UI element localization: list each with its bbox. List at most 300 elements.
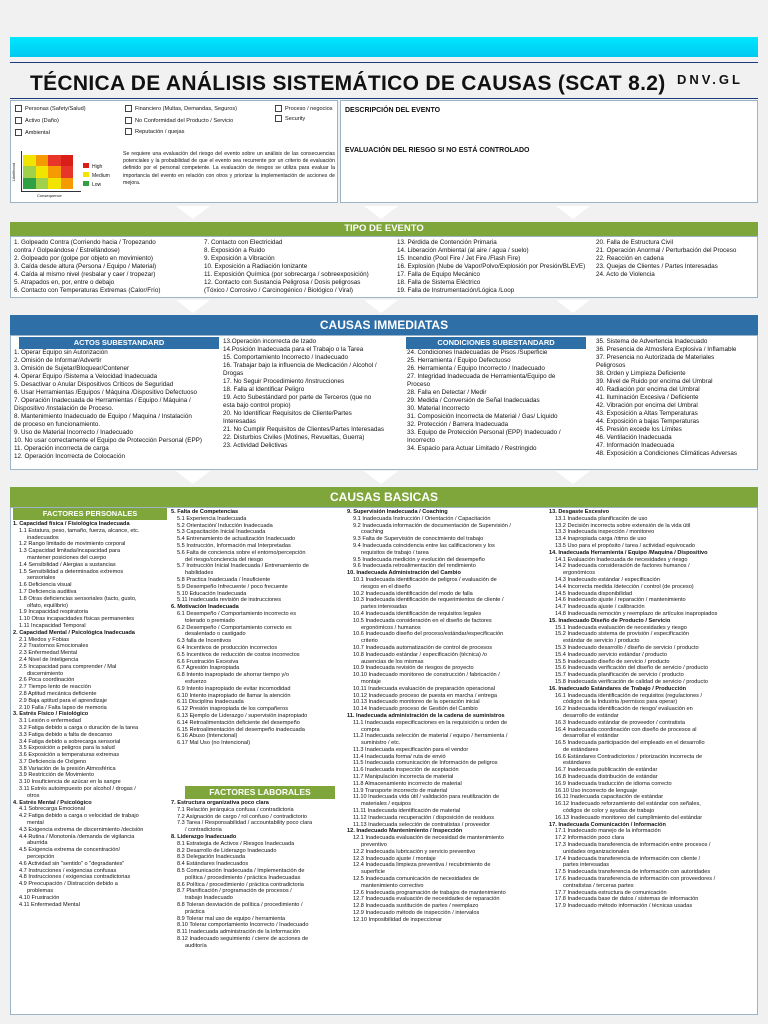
- list-item: estándares: [563, 760, 591, 767]
- arrow-down-icon: [364, 300, 398, 313]
- list-item: 21. No Cumplir Requisitos de Clientes/Partes Interesadas: [223, 426, 384, 433]
- list-item: 3.8 Variación de la presión Atmosférica: [19, 765, 116, 772]
- category-heading: 13. Desgaste Excesivo: [549, 509, 610, 515]
- list-item: 2.8 Aptitud mecánica deficiente: [19, 690, 97, 697]
- list-item: 12.4 Inadecuada limpieza preventiva / recubrimiento de: [353, 862, 491, 869]
- legend-high: High: [83, 163, 110, 172]
- checkbox-proceso[interactable]: Proceso / negocios: [275, 105, 333, 113]
- list-item: 5.3 Capacitación Inicial Inadecuada: [177, 529, 266, 536]
- list-item: 1. Operar Equipo sin Autorización: [14, 349, 108, 356]
- list-item: 7.3 Tarea / Responsabilidad / accountability poco clara: [177, 820, 313, 827]
- list-item: 10.11 Inadecuada evaluación de preparación operacional: [353, 685, 496, 692]
- list-item: 44. Exposición a bajas Temperaturas: [596, 418, 700, 425]
- list-item: 6.12 Presión inapropiada de los compañeros: [177, 706, 289, 713]
- category-heading: 2. Capacidad Mental / Psicológica Inadecuada: [13, 629, 135, 636]
- list-item: 10.6 Inadecuado diseño del proceso/estándar/especificación: [353, 631, 504, 638]
- list-item: 7. Contacto con Electricidad: [204, 239, 283, 246]
- list-item: 3. Omisión de Sujetar/Bloquear/Contener: [14, 365, 130, 372]
- list-item: 16.4 Inadecuada coordinación con diseño de procesos al: [555, 726, 697, 733]
- list-item: 8.6 Política / procedimiento / práctica contradictoria: [177, 881, 304, 888]
- list-item: mantenimiento correctivo: [361, 882, 424, 889]
- list-item: 4. Operar Equipo /Sistema a Velocidad Inadecuada: [14, 373, 158, 380]
- list-item: 1.1 Estatura, peso, tamaño, fuerza, alcance, etc.: [19, 527, 140, 534]
- list-item: 16.2 Inadecuada identificación de riesgo/ evaluación en: [555, 706, 693, 713]
- list-item: 12.6 Inadecuada programación de trabajos de mantenimiento: [353, 889, 506, 896]
- list-item: 17.6 Inadecuada transferencia de información con proveedores /: [555, 876, 716, 883]
- list-item: 12.5 Inadecuada comunicación de necesidades de: [353, 876, 479, 883]
- list-item: contra / Golpeándose / Estrellándose): [14, 247, 120, 254]
- arrow-down-icon: [176, 471, 210, 484]
- list-item: sensoriales: [27, 575, 56, 582]
- list-item: 9.4 Inadecuada coincidencia entre las calificaciones y los: [353, 542, 495, 549]
- list-item: 3.9 Restricción de Movimiento: [19, 772, 94, 779]
- list-item: 6.16 Abuso (Intencional): [177, 733, 238, 740]
- list-item: 2.5 Incapacidad para comprender / Mal: [19, 663, 117, 670]
- matrix-grid: [23, 155, 73, 189]
- list-item: requisitos de trabajo / tarea: [361, 549, 429, 556]
- list-item: 30. Material Incorrecto: [407, 405, 470, 412]
- list-item: 6. Contacto con Temperaturas Extremas (Calor/Frío): [14, 287, 161, 294]
- list-item: 10. Exposición a Radiación Ionizante: [204, 263, 308, 270]
- list-item: 1.7 Deficiencia auditiva: [19, 588, 77, 595]
- list-item: 37. Presencia no Autorizada de Materiales: [596, 354, 715, 361]
- list-item: 5.1 Experiencia Inadecuada: [177, 515, 247, 522]
- list-item: 6.4 Incentivos de producción incorrectos: [177, 644, 278, 651]
- list-item: 6.6 Frustración Excesiva: [177, 658, 239, 665]
- list-item: 6.15 Retroalimentación del desempeño inadecuada: [177, 726, 305, 733]
- list-item: 9. Uso de Material Incorrecto / Inadecuado: [14, 429, 134, 436]
- causas-basicas-header: CAUSAS BASICAS: [10, 487, 758, 507]
- list-item: 8.11 Inadecuada administración de la información: [177, 929, 301, 936]
- list-item: 3.4 Fatiga debido a sobrecarga sensorial: [19, 738, 121, 745]
- list-item: / contradictoria: [185, 827, 222, 834]
- list-item: 6.17 Mal Uso (no Intencional): [177, 740, 251, 747]
- arrow-down-icon: [364, 206, 398, 219]
- checkbox-financiero[interactable]: Financiero (Multas, Demandas, Seguros): [125, 105, 237, 113]
- list-item: 11.12 Inadecuada recuperación / disposición de residuos: [353, 814, 495, 821]
- list-item: 33. Equipo de Protección Personal (EPP) Inadecuado /: [407, 429, 561, 436]
- list-item: 22. Disturbios Civiles (Motines, Revueltas, Guerra): [223, 434, 365, 441]
- checkbox-ambiental[interactable]: Ambiental: [15, 129, 50, 137]
- list-item: 17. Falla de Equipo Mecánico: [397, 271, 480, 278]
- list-item: 5.9 Desempeño Infrecuente / poco frecuente: [177, 583, 288, 590]
- list-item: 3.7 Deficiencia de Oxígeno: [19, 758, 87, 765]
- list-item: 5.6 Falta de conciencia sobre el entorno/percepción: [177, 549, 306, 556]
- list-item: 11.11 Inadecuada identificación de material: [353, 808, 461, 815]
- list-item: 5.7 Instrucción Inicial Inadecuada / Entrenamiento de: [177, 563, 309, 570]
- category-heading: 6. Motivación Inadecuada: [171, 604, 239, 611]
- list-item: 48. Exposición a Condiciones Climáticas Adversas: [596, 450, 738, 457]
- list-item: 1.11 Incapacidad Temporal: [19, 622, 86, 629]
- list-item: 12. Operación Incorrecta de Colocación: [14, 453, 125, 460]
- list-item: percepción: [27, 854, 55, 861]
- list-item: 21. Operación Anormal / Perturbación del Proceso: [596, 247, 737, 254]
- basicas-col-2b: [171, 800, 347, 950]
- matrix-legend: [83, 163, 110, 190]
- list-item: 14.7 Inadecuada ajuste / calibración: [555, 604, 645, 611]
- list-item: de estándares: [563, 746, 599, 753]
- list-item: del riesgo/conciencia del riesgo: [185, 556, 264, 563]
- list-item: 4.8 Instrucciones / exigencias contradictorias: [19, 874, 131, 881]
- list-item: 15.7 Inadecuada planificación de servicio / producto: [555, 672, 684, 679]
- list-item: 14.6 Inadecuado ajuste / reparación / mantenimiento: [555, 597, 686, 604]
- list-item: 9.2 Inadecuada información de documentación de Supervisión /: [353, 522, 511, 529]
- list-item: aburrida: [27, 840, 48, 847]
- list-item: compra: [361, 726, 380, 733]
- list-item: 16.6 Estándares Contradictorios / priorización incorrecta de: [555, 753, 703, 760]
- list-item: 15.2 Inadecuado sistema de provisión / especificación: [555, 631, 690, 638]
- list-item: Drogas: [223, 370, 244, 377]
- arrow-down-icon: [176, 300, 210, 313]
- consequence-label: Consequence: [37, 193, 62, 198]
- list-item: Dispositivo /Instalación de Proceso.: [14, 405, 114, 412]
- list-item: 16.12 Inadecuado reforzamiento del estándar con señales,: [555, 801, 701, 808]
- list-item: 16.13 Inadecuado monitoreo del cumplimiento del estándar: [555, 814, 703, 821]
- list-item: 17.2 Información poco clara: [555, 835, 625, 842]
- list-item: 22. Reacción en cadena: [596, 255, 664, 262]
- condiciones-col-2: [596, 338, 756, 458]
- list-item: 4.11 Enfermedad Mental: [19, 901, 80, 908]
- list-item: 15.6 Inadecuada verificación del diseño de servicio / producto: [555, 665, 708, 672]
- list-item: 11.8 Almacenamiento incorrecto de material: [353, 780, 462, 787]
- list-item: problemas: [27, 888, 54, 895]
- dnv-gl-logo: DNV.GL: [677, 72, 743, 87]
- list-item: 41. Iluminación Excesiva / Deficiente: [596, 394, 699, 401]
- list-item: 6.14 Retroalimentación deficiente del desempeño: [177, 719, 300, 726]
- list-item: 16. Trabajar bajo la influencia de Medicación / Alcohol /: [223, 362, 377, 369]
- list-item: 35. Sistema de Advertencia Inadecuado: [596, 338, 708, 345]
- list-item: 10.3 Inadecuada identificación de requerimientos de cliente /: [353, 597, 504, 604]
- list-item: 13.2 Decisión incorrecta sobre extensión de la vida útil: [555, 522, 691, 529]
- list-item: 46. Ventilación Inadecuada: [596, 434, 672, 441]
- list-item: 10.8 Inadecuado estándar / especificación (técnica) /o: [353, 651, 488, 658]
- basicas-col-2: [171, 509, 347, 747]
- list-item: 1.8 Otras deficiencias sensoriales (tacto, gusto,: [19, 595, 137, 602]
- list-item: 32. Protección / Barrera Inadecuada: [407, 421, 509, 428]
- list-item: 5.4 Entrenamiento de actualización Inadecuado: [177, 536, 296, 543]
- list-item: 17.9 Inadecuado método información / técnicas usadas: [555, 903, 693, 910]
- list-item: 17.5 Inadecuada transferencia de información con autoridades: [555, 869, 711, 876]
- list-item: 8.9 Tolerar mal uso de equipo / herramienta: [177, 915, 286, 922]
- list-item: 2.3 Enfermedad Mental: [19, 650, 78, 657]
- list-item: 26. Herramienta / Equipo Incorrecto / Inadecuado: [407, 365, 545, 372]
- list-item: 15. Incendio (Pool Fire / Jet Fire /Flash Fire): [397, 255, 521, 262]
- list-item: desalentado o castigado: [185, 631, 246, 638]
- list-item: 4.1 Sobrecarga Emocional: [19, 806, 85, 813]
- category-heading: 7. Estructura organizativa poco clara: [171, 800, 269, 806]
- checkbox-reputacion[interactable]: Reputación / quejas: [125, 128, 184, 136]
- list-item: olfato, equilibrio): [27, 602, 69, 609]
- list-item: 17. No Seguir Procedimiento /Instrucciones: [223, 378, 345, 385]
- list-item: 2. Omisión de Informar/Advertir: [14, 357, 102, 364]
- list-item: de proceso en funcionamiento.: [14, 421, 101, 428]
- list-item: 19. Acto Subestándard por parte de Terceros (que no: [223, 394, 372, 401]
- basicas-col-4: [549, 509, 757, 910]
- list-item: 16.10 Uso incorrecto de lenguaje: [555, 787, 638, 794]
- list-item: 10.4 Inadecuada identificación de requisitos legales: [353, 610, 482, 617]
- list-item: 11.7 Manipulación incorrecta de material: [353, 774, 454, 781]
- category-heading: 1. Capacidad física / Fisiológica Inadecuada: [13, 521, 130, 527]
- list-item: 12.10 Imposibilidad de inspeccionar: [353, 916, 442, 923]
- checkbox-no-conformidad[interactable]: No Conformidad del Producto / Servicio: [125, 117, 233, 125]
- list-item: Interesadas: [223, 418, 256, 425]
- list-item: 1.2 Rango limitado de movimiento corporal: [19, 541, 126, 548]
- list-item: 10.13 Inadecuado monitoreo de la operación inicial: [353, 699, 480, 706]
- list-item: 17.4 Inadecuada transferencia de información con cliente /: [555, 855, 701, 862]
- list-item: 23. Actividad Delictivas: [223, 442, 288, 449]
- risk-area-box: [10, 100, 338, 203]
- list-item: tolerado o premiado: [185, 617, 235, 624]
- top-color-bar: [10, 37, 758, 57]
- category-heading: 17. Inadecuada Comunicación / Información: [549, 821, 666, 828]
- list-item: 43. Exposición a Altas Temperaturas: [596, 410, 698, 417]
- list-item: 3.1 Lesión o enfermedad: [19, 718, 81, 725]
- list-item: 16.1 Inadecuada identificación de requisitos (regulaciones /: [555, 692, 703, 699]
- arrow-down-icon: [556, 206, 590, 219]
- list-item: estándar de servicio / producto: [563, 638, 640, 645]
- page-title: TÉCNICA DE ANÁLISIS SISTEMÁTICO DE CAUSAS (SCAT 8.2): [30, 72, 666, 95]
- list-item: 12.7 Inadecuada evaluación de necesidades de reparación: [353, 896, 500, 903]
- tipo-col-3: [397, 239, 595, 295]
- list-item: 3.3 Fatiga debido a falta de descanso: [19, 731, 113, 738]
- list-item: 10.10 Inadecuado monitoreo de construcción / fabricación /: [353, 672, 500, 679]
- event-description-box[interactable]: [340, 100, 758, 203]
- list-item: 8.7 Planificación / programación de procesos /: [177, 888, 292, 895]
- list-item: 6.8 Intento inapropiado de ahorrar tiempo y/o: [177, 672, 289, 679]
- consequence-axis: [21, 191, 81, 192]
- list-item: 15.5 Inadecuado diseño de servicio / producto: [555, 658, 670, 665]
- list-item: 13.5 Uso para el propósito / tarea / actividad equivocado: [555, 542, 695, 549]
- list-item: 4.5 Exigencia extrema de concentración/: [19, 847, 121, 854]
- list-item: 15.3 Inadecuado desarrollo / diseño de servicio / producto: [555, 644, 699, 651]
- tipo-col-4: [596, 239, 756, 279]
- list-item: 9.6 Inadecuada retroalimentación del rendimiento: [353, 563, 476, 570]
- category-heading: 5. Falta de Competencias: [171, 509, 239, 515]
- list-item: ergonómicos / humanos: [361, 624, 421, 631]
- list-item: 6.10 Intento inapropiado de llamar la atención: [177, 692, 291, 699]
- list-item: 8. Mantenimiento Inadecuado de Equipo / Maquina / Instalación: [14, 413, 192, 420]
- list-item: 10.5 Inadecuada consideración en el diseño de factores: [353, 617, 492, 624]
- list-item: 28. Falla en Detectar / Medir: [407, 389, 487, 396]
- list-item: 4.4 Rutina / Monotonía /demanda de vigilancia: [19, 833, 135, 840]
- list-item: 27. Integridad Inadecuada de Herramienta/Equipo de: [407, 373, 556, 380]
- list-item: 23. Quejas de Clientes / Partes Interesadas: [596, 263, 718, 270]
- list-item: 2. Golpeado por (golpe por objeto en movimiento): [14, 255, 153, 262]
- list-item: 4.6 Actividad sin "sentido" o "degradantes": [19, 860, 125, 867]
- list-item: 24. Condiciones Inadecuadas de Pisos /Superficie: [407, 349, 548, 356]
- checkbox-personas[interactable]: Personas (Safety/Salud): [15, 105, 86, 113]
- list-item: 4.3 Exigencia extrema de discernimiento /decisión: [19, 826, 144, 833]
- list-item: 10.7 Inadecuada automatización de control de procesos: [353, 644, 493, 651]
- list-item: esfuerzo: [185, 678, 207, 685]
- category-heading: 10. Inadecuada Administración del Cambio: [347, 570, 461, 577]
- list-item: 10.9 Inadecuada revisión de riesgos de proyecto: [353, 665, 474, 672]
- list-item: 6.13 Ejemplo de Liderazgo / supervisión inapropiado: [177, 712, 308, 719]
- list-item: 8. Exposición a Ruido: [204, 247, 265, 254]
- factores-personales-header: FACTORES PERSONALES: [13, 508, 167, 520]
- list-item: 8.10 Tolerar comportamiento Incorrecto / Inadecuado: [177, 922, 309, 929]
- tipo-col-2: [204, 239, 400, 295]
- list-item: 10.1 Inadecuada identificación de peligros / evaluación de: [353, 576, 497, 583]
- category-heading: 15. Inadecuado Diseño de Producto / Servicio: [549, 617, 671, 624]
- list-item: 8.8 Toleran desviación de política / procedimiento /: [177, 901, 303, 908]
- list-item: 12. Contacto con Sustancia Peligrosa / Dosis peligrosas: [204, 279, 361, 286]
- list-item: 11.3 Inadecuada especificación para el vendor: [353, 746, 469, 753]
- list-item: materiales / equipos: [361, 801, 412, 808]
- list-item: 17.8 Inadecuada base de datos / sistemas de información: [555, 896, 699, 903]
- list-item: 1.10 Otras incapacidades físicas permanentes: [19, 616, 135, 623]
- list-item: 36. Presencia de Atmosfera Explosiva / Inflamable: [596, 346, 737, 353]
- list-item: mantener posiciones del cuerpo: [27, 554, 107, 561]
- legend-low: Low: [83, 181, 110, 190]
- list-item: 15.4 Inadecuado servicio estándar / producto: [555, 651, 667, 658]
- list-item: 2.1 Miedos y Fobias: [19, 636, 70, 643]
- list-item: 38. Orden y Limpieza Deficiente: [596, 370, 686, 377]
- list-item: 16.9 Inadecuada traducción de idioma correcto: [555, 780, 672, 787]
- category-heading: 9. Supervisión Inadecuada / Coaching: [347, 509, 448, 515]
- list-item: 11.6 Inadecuada inspección de aceptación: [353, 767, 459, 774]
- list-item: esta bajo control propio): [223, 402, 291, 409]
- list-item: 10.14 Inadecuado proceso de Gestión del Cambio: [353, 706, 478, 713]
- list-item: 6.1 Desempeño / Comportamiento incorrecto es: [177, 610, 297, 617]
- list-item: 14.3 Inadecuado estándar / especificación: [555, 576, 660, 583]
- actos-subestandard-header: ACTOS SUBESTANDARD: [19, 337, 219, 349]
- list-item: 1. Golpeado Contra (Corriendo hacia / Tropezando: [14, 239, 156, 246]
- list-item: 47. Información Inadecuada: [596, 442, 675, 449]
- list-item: 3.10 Insuficiencia de azúcar en la sangre: [19, 779, 121, 786]
- list-item: 6.7 Agresión Inapropiada: [177, 665, 240, 672]
- list-item: habilidades: [185, 570, 214, 577]
- list-item: 10. No usar correctamente el Equipo de Protección Personal (EPP): [14, 437, 202, 444]
- basicas-col-3: [347, 509, 547, 924]
- list-item: 2.10 Falla / Falta lapso de memoria: [19, 704, 107, 711]
- condiciones-subestandard-header: CONDICIONES SUBESTANDARD: [406, 337, 586, 349]
- list-item: 5. Desactivar o Anular Dispositivos Críticos de Seguridad: [14, 381, 174, 388]
- list-item: 13.4 Inapropiada carga /ritmo de uso: [555, 536, 647, 543]
- tipo-evento-box: [10, 236, 758, 298]
- list-item: 7.1 Relación jerárquica confusa / contradictoria: [177, 806, 294, 813]
- checkbox-activo[interactable]: Activo (Daño): [15, 117, 59, 125]
- list-item: 42. Vibración por encima del Umbral: [596, 402, 698, 409]
- list-item: 14.5 Inadecuada disponibilidad: [555, 590, 633, 597]
- list-item: 14.Posición Inadecuada para el Trabajo o la Tarea: [223, 346, 364, 353]
- tipo-col-1: [14, 239, 202, 295]
- list-item: códigos de color y ayudas de trabajo: [563, 808, 655, 815]
- category-heading: 14. Inadecuada Herramienta / Equipo /Maquina / Dispositivo: [549, 549, 708, 556]
- list-item: riesgos en el diseño: [361, 583, 411, 590]
- condiciones-col-1: [407, 349, 595, 453]
- category-heading: 12. Inadecuado Mantenimiento / Inspección: [347, 828, 463, 835]
- list-item: política / procedimiento / práctica Inadecuadas: [185, 874, 301, 881]
- list-item: 4.7 Instrucciones / exigencias confusas: [19, 867, 117, 874]
- list-item: desarrollo de estándar: [563, 712, 619, 719]
- list-item: 16.8 Inadecuada distribución de estándar: [555, 774, 658, 781]
- list-item: 14.2 Inadecuada consideración de factores humanos /: [555, 563, 690, 570]
- list-item: preventivo: [361, 842, 387, 849]
- list-item: criterio: [361, 638, 378, 645]
- list-item: Proceso: [407, 381, 431, 388]
- category-heading: 3. Estrés Físico / Fisiológico: [13, 711, 89, 718]
- list-item: partes interesadas: [563, 862, 610, 869]
- list-item: 17.3 Inadecuada transferencia de información entre procesos /: [555, 842, 711, 849]
- list-item: 1.9 Incapacidad respiratoria: [19, 609, 89, 616]
- list-item: 13.Operación incorrecta de Izado: [223, 338, 317, 345]
- arrow-down-icon: [176, 206, 210, 219]
- list-item: 7. Operación Inadecuada de Herramientas / Equipo / Máquina /: [14, 397, 191, 404]
- list-item: 7.2 Asignación de cargo / rol confuso / contradictorio: [177, 813, 307, 820]
- list-item: 11.4 Inadecuada forma/ ruta de envió: [353, 753, 446, 760]
- list-item: códigos de la Industria /permisos para operar): [563, 699, 678, 706]
- causas-inmediatas-header: CAUSAS IMMEDIATAS: [10, 315, 758, 335]
- list-item: 11.2 Inadecuada selección de material / equipo / herramienta /: [353, 733, 508, 740]
- list-item: Peligrosos: [596, 362, 626, 369]
- actos-col-1: [14, 349, 221, 461]
- list-item: 15.1 Inadecuada evaluación de necesidades y riesgo: [555, 624, 687, 631]
- list-item: 3.11 Estrés autoimpuesto por alcohol / drogas /: [19, 786, 136, 793]
- list-item: 9.1 Inadecuada Instrucción / Orientación / Capacitación: [353, 515, 491, 522]
- list-item: 15.8 Inadecuada verificación de calidad de servicio / producto: [555, 678, 708, 685]
- list-item: 17.1 Inadecuado manejo de la información: [555, 828, 661, 835]
- list-item: 9. Exposición a Vibración: [204, 255, 275, 262]
- causas-basicas-box: [10, 507, 758, 1015]
- arrow-down-icon: [556, 300, 590, 313]
- list-item: superficie: [361, 869, 385, 876]
- list-item: 9.3 Falta de Supervisión de conocimiento del trabajo: [353, 536, 484, 543]
- event-description-label: DESCRIPCIÓN DEL EVENTO: [345, 107, 441, 114]
- list-item: 12.2 Inadecuada lubricación y servicio preventivo: [353, 848, 476, 855]
- list-item: 5.2 Orientación/ Inducción Inadecuada: [177, 522, 273, 529]
- list-item: 9.5 Inadecuada medición y evolución del desempeño: [353, 556, 485, 563]
- list-item: 34. Espacio para Actuar Limitado / Restringido: [407, 445, 537, 452]
- list-item: 16.5 Inadecuada participación del empleado en el desarrollo: [555, 740, 705, 747]
- list-item: 8.1 Estrategia de Activos / Riesgos Inadecuada: [177, 840, 295, 847]
- list-item: 5.10 Educación Inadecuada: [177, 590, 247, 597]
- list-item: 3.6 Exposición a temperaturas extremas: [19, 752, 120, 759]
- list-item: 10.12 Inadecuado proceso de puesta en marcha / entrega: [353, 692, 497, 699]
- list-item: 11.5 Inadecuada comunicación de Información de peligros: [353, 760, 498, 767]
- list-item: otros: [27, 792, 40, 799]
- list-item: 8.12 Inadecuado seguimiento / cierre de acciones de: [177, 935, 309, 942]
- list-item: auditoría: [185, 942, 207, 949]
- list-item: ergonómicos: [563, 570, 596, 577]
- category-heading: 8. Liderazgo Inadecuado: [171, 833, 237, 840]
- list-item: 4.9 Preocupación / Distracción debido a: [19, 881, 118, 888]
- list-item: 3.5 Exposición a peligros para la salud: [19, 745, 115, 752]
- list-item: 6.11 Disciplina Inadecuada: [177, 699, 244, 706]
- category-heading: 11. Inadecuada administración de la cadena de suministros: [347, 712, 505, 719]
- list-item: 20. No Identificar Requisitos de Cliente/Partes: [223, 410, 352, 417]
- list-item: 12.9 Inadecuado método de inspección / intervalos: [353, 910, 480, 917]
- list-item: 14. Liberación Ambiental (al aire / agua / suelo): [397, 247, 529, 254]
- actos-col-2: [223, 338, 405, 450]
- list-item: 19. Falla de Instrumentación/Lógica /Loop: [397, 287, 515, 294]
- list-item: 14.8 Inadecuada remoción y reemplazo de artículos inapropiados: [555, 610, 718, 617]
- list-item: coaching: [361, 529, 384, 536]
- list-item: 20. Falla de Estructura Civil: [596, 239, 673, 246]
- list-item: 39. Nivel de Ruido por encima del Umbral: [596, 378, 713, 385]
- list-item: montaje: [361, 678, 381, 685]
- list-item: 4.2 Fatiga debido a carga o velocidad de trabajo: [19, 813, 139, 820]
- list-item: 24. Acto de Violencia: [596, 271, 655, 278]
- list-item: 6. Usar Herramientas /Equipos / Máquina /Dispositivo Defectuoso: [14, 389, 198, 396]
- list-item: 12.1 Inadecuada evaluación de necesidad de mantenimiento: [353, 835, 504, 842]
- checkbox-security[interactable]: Security: [275, 115, 305, 123]
- list-item: 16. Explosión (Nube de Vapor/Polvo/Explosión por Presión/BLEVE): [397, 263, 586, 270]
- arrow-down-icon: [364, 471, 398, 484]
- list-item: 12.3 Inadecuado ajuste / montaje: [353, 855, 436, 862]
- factores-laborales-header: FACTORES LABORALES: [185, 786, 335, 799]
- risk-evaluation-label: EVALUACIÓN DEL RIESGO SI NO ESTÁ CONTROLADO: [345, 147, 530, 154]
